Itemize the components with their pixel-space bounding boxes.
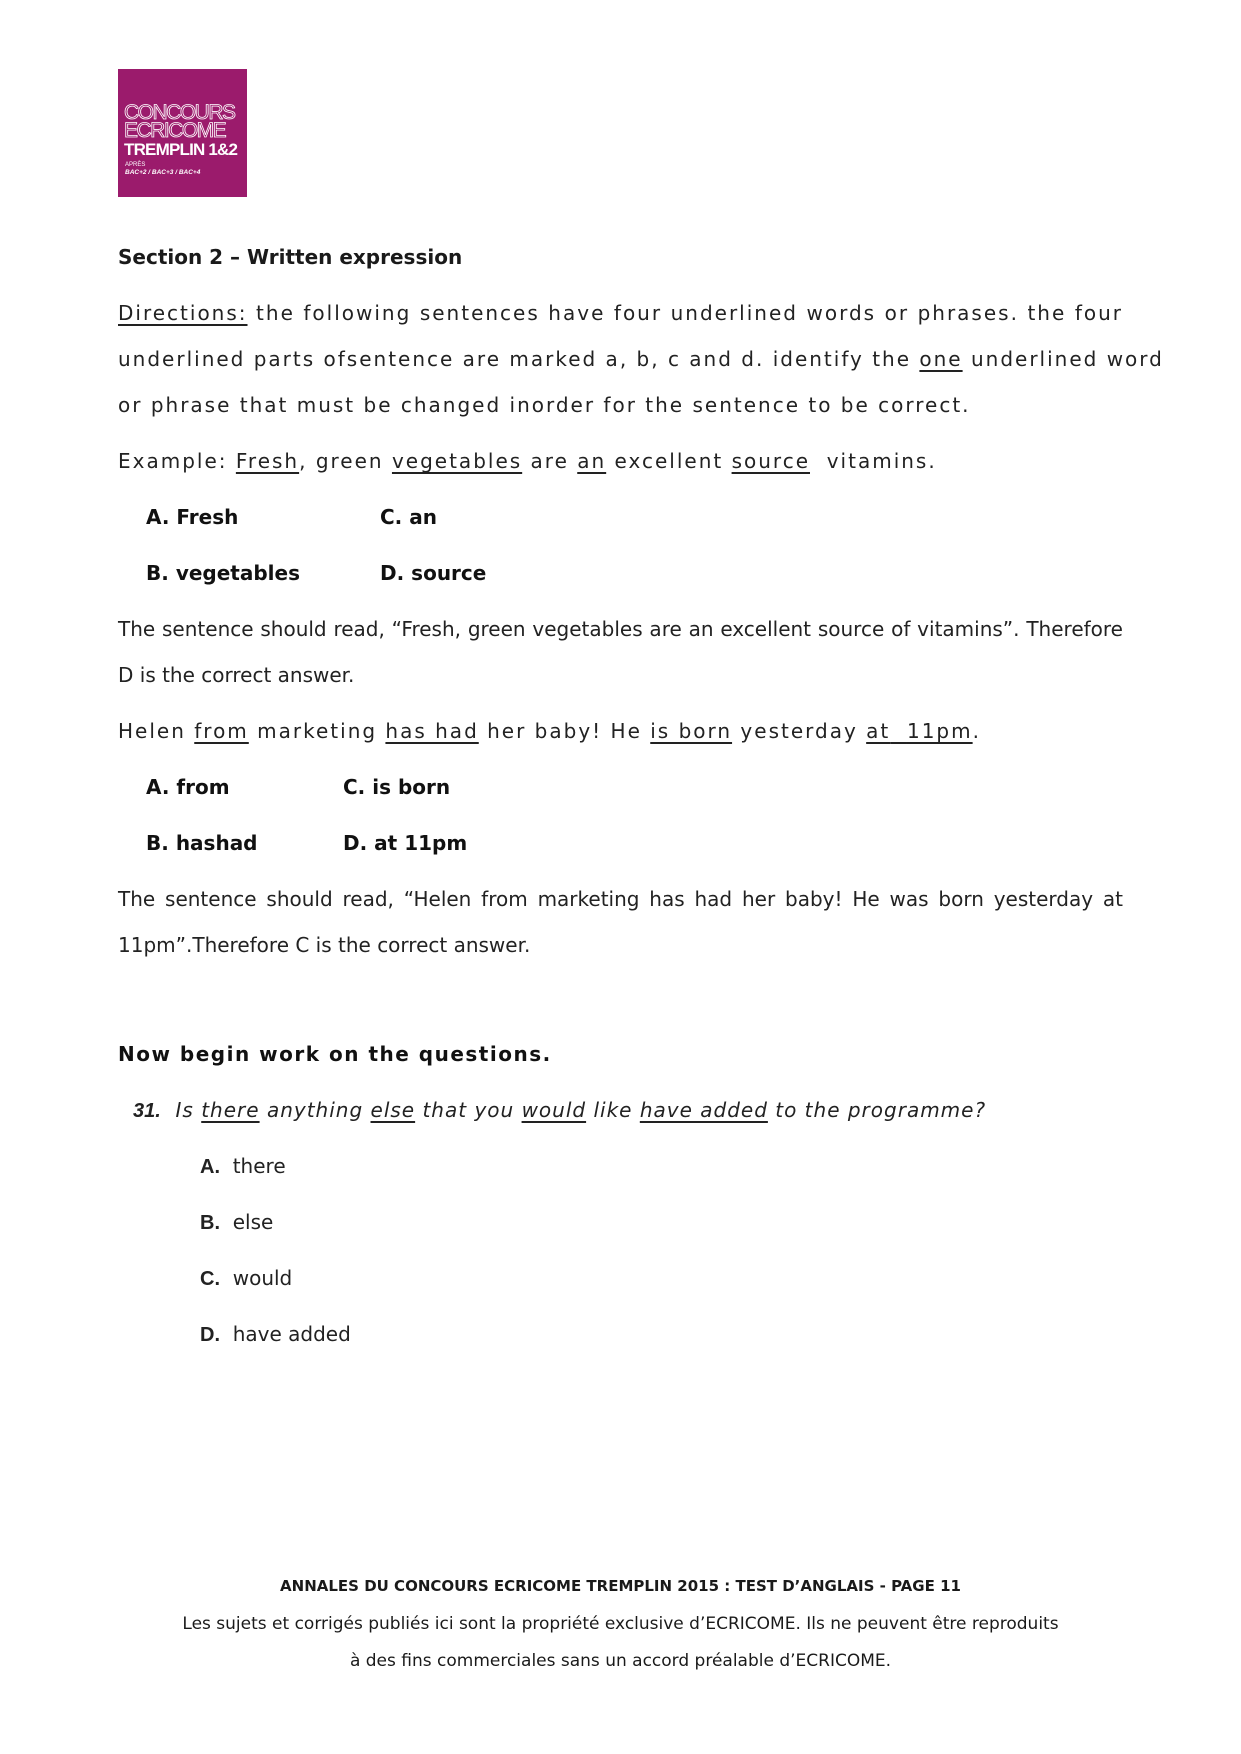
example-option-a xyxy=(146,505,238,529)
question-underlined-b: else xyxy=(370,1098,416,1122)
logo-line-bac: BAC+2 / BAC+3 / BAC+4 xyxy=(125,169,201,176)
example-explanation-line-1: The sentence should read, “Fresh, green vegetables are an excellent source of vitamins”. Therefore xyxy=(118,617,1123,641)
option-letter: C. xyxy=(380,505,403,529)
example-text: excellent xyxy=(614,449,724,473)
question-text: that you xyxy=(422,1098,515,1122)
directions-underlined-one: one xyxy=(919,347,963,371)
example2-sentence xyxy=(118,719,981,743)
option-letter: A. xyxy=(146,505,170,529)
example2-text: Helen xyxy=(118,719,186,743)
example-text: , green xyxy=(299,449,384,473)
option-text: there xyxy=(232,1154,286,1178)
option-letter: C. xyxy=(343,775,366,799)
example-prefix: Example: xyxy=(118,449,228,473)
question-underlined-c: would xyxy=(521,1098,587,1122)
question-31 xyxy=(133,1098,986,1123)
begin-instruction: Now begin work on the questions. xyxy=(118,1042,552,1066)
example-sentence xyxy=(118,449,937,473)
option-text: vegetables xyxy=(175,561,300,585)
option-letter: D. xyxy=(200,1324,220,1346)
example-explanation-line-2: D is the correct answer. xyxy=(118,663,355,687)
example-text: vitamins. xyxy=(826,449,937,473)
logo-line-tremplin: TREMPLIN 1&2 xyxy=(124,140,238,159)
example2-explanation-line-2: 11pm”.Therefore C is the correct answer. xyxy=(118,933,531,957)
question-option-c[interactable] xyxy=(200,1266,292,1291)
option-text: source xyxy=(411,561,487,585)
question-underlined-d: have added xyxy=(639,1098,768,1122)
example-option-b xyxy=(146,561,300,585)
example2-option-d xyxy=(343,831,467,855)
page-footer-notice-2: à des fins commerciales sans un accord préalable d’ECRICOME. xyxy=(349,1651,892,1671)
example-underlined-c: an xyxy=(577,449,607,473)
option-letter: B. xyxy=(146,831,169,855)
example-option-c xyxy=(380,505,437,529)
example2-option-b xyxy=(146,831,258,855)
question-underlined-a: there xyxy=(201,1098,260,1122)
page-footer-notice-1: Les sujets et corrigés publiés ici sont la propriété exclusive d’ECRICOME. Ils ne peuvent être reproduits xyxy=(182,1614,1059,1634)
directions-line-2-b: underlined word xyxy=(970,347,1164,371)
example2-text: . xyxy=(972,719,981,743)
section-title: Section 2 – Written expression xyxy=(118,245,463,269)
option-text: an xyxy=(409,505,437,529)
option-letter: C. xyxy=(200,1268,220,1290)
example2-underlined-d-part: 11pm xyxy=(906,719,973,743)
question-option-d[interactable] xyxy=(200,1322,351,1347)
example2-underlined-c: is born xyxy=(650,719,733,743)
option-text: else xyxy=(232,1210,274,1234)
option-letter: B. xyxy=(146,561,169,585)
example2-underlined-d xyxy=(866,719,972,743)
example-option-d xyxy=(380,561,486,585)
question-text: Is xyxy=(175,1098,194,1122)
example-text: are xyxy=(530,449,569,473)
directions-line-2-a: underlined parts ofsentence are marked a, b, c and d. identify the xyxy=(118,347,912,371)
logo-line-concours: CONCOURS xyxy=(124,101,235,124)
option-text: hashad xyxy=(175,831,258,855)
option-letter: D. xyxy=(380,561,405,585)
example2-underlined-b: has had xyxy=(385,719,479,743)
directions-label: Directions: xyxy=(118,301,248,325)
example2-text: marketing xyxy=(257,719,378,743)
directions-line-3: or phrase that must be changed inorder for the sentence to be correct. xyxy=(118,393,971,417)
option-text: at 11pm xyxy=(374,831,468,855)
example2-option-c xyxy=(343,775,450,799)
option-letter: D. xyxy=(343,831,368,855)
example-underlined-d: source xyxy=(731,449,810,473)
question-number: 31. xyxy=(133,1100,161,1122)
option-text: would xyxy=(232,1266,293,1290)
example2-explanation-line-1: The sentence should read, “Helen from marketing has had her baby! He was born yesterday at xyxy=(118,887,1123,911)
question-text: to the programme? xyxy=(775,1098,987,1122)
ecricome-logo xyxy=(118,69,247,197)
logo-line-ecricome: ECRICOME xyxy=(124,119,226,142)
option-text: have added xyxy=(232,1322,351,1346)
option-text: is born xyxy=(372,775,451,799)
example2-text: yesterday xyxy=(740,719,858,743)
directions-line-1-text: the following sentences have four underlined words or phrases. the four xyxy=(256,301,1123,325)
directions-line-2 xyxy=(118,347,1164,371)
option-text: from xyxy=(176,775,230,799)
question-option-a[interactable] xyxy=(200,1154,286,1179)
example2-underlined-d-part: at xyxy=(866,719,891,743)
example2-underlined-a: from xyxy=(194,719,249,743)
example-underlined-b: vegetables xyxy=(391,449,523,473)
example2-option-a xyxy=(146,775,230,799)
option-text: Fresh xyxy=(176,505,239,529)
example2-text: her baby! He xyxy=(487,719,642,743)
question-text: anything xyxy=(266,1098,364,1122)
page-footer-title: ANNALES DU CONCOURS ECRICOME TREMPLIN 2015 : TEST D’ANGLAIS - PAGE 11 xyxy=(280,1577,961,1595)
option-letter: A. xyxy=(200,1156,220,1178)
question-text: like xyxy=(593,1098,633,1122)
logo-line-apres: APRÈS xyxy=(125,162,146,168)
option-letter: A. xyxy=(146,775,170,799)
example-underlined-a: Fresh xyxy=(235,449,300,473)
question-option-b[interactable] xyxy=(200,1210,273,1235)
option-letter: B. xyxy=(200,1212,220,1234)
directions-line-1 xyxy=(118,301,1123,325)
